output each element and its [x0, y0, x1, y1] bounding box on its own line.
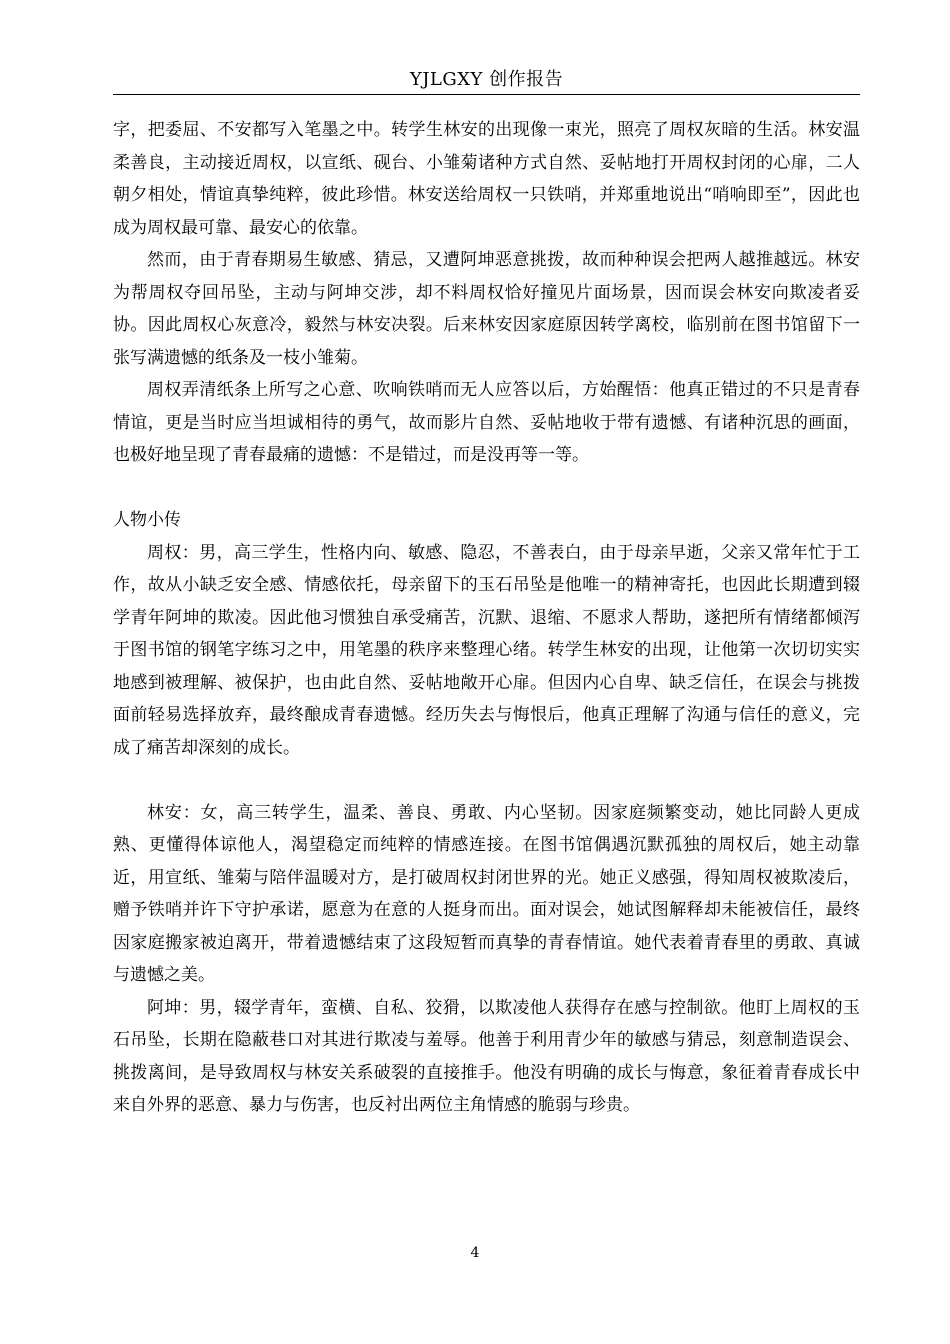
- paragraph-synopsis-conflict: 然而，由于青春期易生敏感、猜忌，又遭阿坤恶意挑拨，故而种种误会把两人越推越远。林安为帮周权夺回吊坠，主动与阿坤交涉，却不料周权恰好撞见片面场景，因而误会林安向欺凌者妥协。因此周权心灰意冷，毅然与林安决裂。后来林安因家庭原因转学离校，临别前在图书馆留下一张写满遗憾的纸条及一枝小雏菊。: [113, 250, 860, 368]
- page-header: YJLGXY 创作报告: [409, 69, 564, 90]
- paragraph-bio-akun: 阿坤：男，辍学青年，蛮横、自私、狡猾，以欺凌他人获得存在感与控制欲。他盯上周权的玉石吊坠，长期在隐蔽巷口对其进行欺凌与羞辱。他善于利用青少年的敏感与猜忌，刻意制造误会、挑拨离间，是导致周权与林安关系破裂的直接推手。他没有明确的成长与悔意，象征着青春成长中来自外界的恶意、暴力与伤害，也反衬出两位主角情感的脆弱与珍贵。: [113, 997, 860, 1115]
- paragraph-bio-linan: 林安：女，高三转学生，温柔、善良、勇敢、内心坚韧。因家庭频繁变动，她比同龄人更成熟、更懂得体谅他人，渴望稳定而纯粹的情感连接。在图书馆偶遇沉默孤独的周权后，她主动靠近，用宣纸、雏菊与陪伴温暖对方，是打破周权封闭世界的光。她正义感强，得知周权被欺凌后，赠予铁哨并许下守护承诺，愿意为在意的人挺身而出。面对误会，她试图解释却未能被信任，最终因家庭搬家被迫离开，带着遗憾结束了这段短暂而真挚的青春情谊。她代表着青春里的勇敢、真诚与遗憾之美。: [113, 802, 860, 985]
- header-rule: [113, 94, 860, 95]
- paragraph-bio-zhouquan: 周权：男，高三学生，性格内向、敏感、隐忍，不善表白，由于母亲早逝，父亲又常年忙于工作，故从小缺乏安全感、情感依托，母亲留下的玉石吊坠是他唯一的精神寄托，也因此长期遭到辍学青年阿坤的欺凌。因此他习惯独自承受痛苦，沉默、退缩、不愿求人帮助，遂把所有情绪都倾泻于图书馆的钢笔字练习之中，用笔墨的秩序来整理心绪。转学生林安的出现，让他第一次切切实实地感到被理解、被保护，也由此自然、妥帖地敞开心扉。但因内心自卑、缺乏信任，在误会与挑拨面前轻易选择放弃，最终酿成青春遗憾。经历失去与悔恨后，他真正理解了沟通与信任的意义，完成了痛苦却深刻的成长。: [113, 542, 860, 758]
- document-body: [113, 114, 860, 1122]
- page-number: 4: [470, 1245, 480, 1261]
- spacer: [113, 472, 860, 505]
- paragraph-synopsis-continued: 字，把委屈、不安都写入笔墨之中。转学生林安的出现像一束光，照亮了周权灰暗的生活。林安温柔善良，主动接近周权，以宣纸、砚台、小雏菊诸种方式自然、妥帖地打开周权封闭的心扉，二人朝夕相处，情谊真挚纯粹，彼此珍惜。林安送给周权一只铁哨，并郑重地说出“哨响即至”，因此也成为周权最可靠、最安心的依靠。: [113, 120, 860, 238]
- paragraph-synopsis-ending: 周权弄清纸条上所写之心意、吹响铁哨而无人应答以后，方始醒悟：他真正错过的不只是青春情谊，更是当时应当坦诚相待的勇气，故而影片自然、妥帖地收于带有遗憾、有诸种沉思的画面，也极好地呈现了青春最痛的遗憾：不是错过，而是没再等一等。: [113, 380, 860, 465]
- section-title-character-bios: 人物小传: [113, 510, 181, 530]
- spacer: [113, 764, 860, 797]
